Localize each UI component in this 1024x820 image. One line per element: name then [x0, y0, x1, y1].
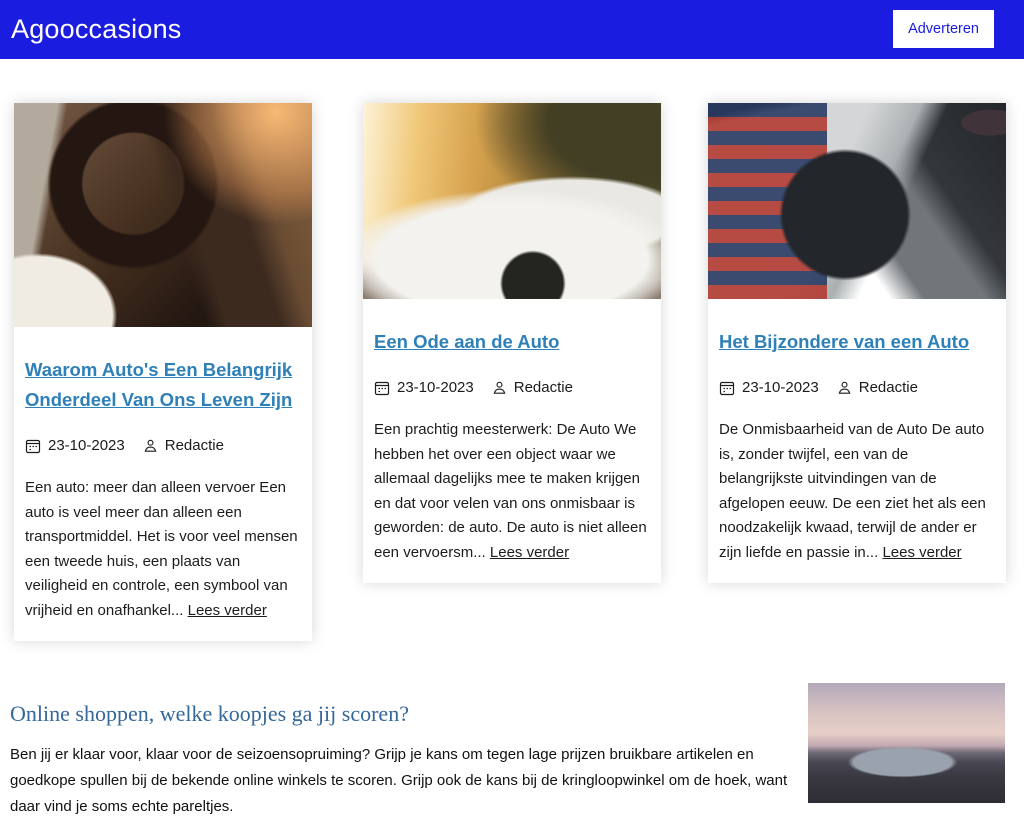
read-more-link[interactable]: Lees verder — [489, 543, 570, 561]
person-icon — [492, 380, 507, 395]
shopping-section-image-muscle-car — [808, 683, 1005, 803]
calendar-icon — [25, 438, 41, 454]
person-icon — [143, 438, 158, 453]
article-title-link[interactable]: Waarom Auto's Een Belangrijk Onderdeel Van Ons Leven Zijn — [25, 359, 293, 410]
excerpt-text: Een auto: meer dan alleen vervoer Een auto is veel meer dan alleen een transportmiddel. Het is voor veel mensen een tweede huis, een plaats van veiligheid en controle, een symbool van vrijheid en onafhankel... — [25, 479, 298, 619]
article-card — [14, 103, 312, 641]
shopping-section-heading: Online shoppen, welke koopjes ga jij scoren? — [10, 701, 409, 726]
article-card — [708, 103, 1006, 583]
shopping-section — [10, 701, 800, 820]
article-card-body — [363, 299, 661, 583]
article-image-white-car[interactable] — [363, 103, 661, 299]
site-logo[interactable]: Agooccasions — [11, 14, 182, 44]
excerpt-text: De Onmisbaarheid van de Auto De auto is, zonder twijfel, een van de belangrijkste uitvindingen van de afgelopen eeuw. De een ziet het als een noodzakelijk kwaad, terwijl de ander er zijn liefde en passie in... — [719, 421, 986, 561]
article-meta — [719, 379, 995, 396]
article-meta — [374, 379, 650, 396]
calendar-icon — [374, 380, 390, 396]
article-image-plaid-driver[interactable] — [708, 103, 1006, 299]
article-title-link[interactable]: Een Ode aan de Auto — [374, 331, 560, 352]
article-date: 23-10-2023 — [48, 437, 125, 454]
article-date: 23-10-2023 — [742, 379, 819, 396]
person-icon — [837, 380, 852, 395]
article-excerpt — [719, 418, 995, 565]
article-author: Redactie — [513, 379, 573, 396]
article-author: Redactie — [858, 379, 918, 396]
article-excerpt — [25, 476, 301, 623]
article-author: Redactie — [164, 437, 224, 454]
header — [0, 0, 1024, 59]
article-meta — [25, 437, 301, 454]
article-title-link[interactable]: Het Bijzondere van een Auto — [719, 331, 970, 352]
shopping-section-paragraph: Ben jij er klaar voor, klaar voor de seizoensopruiming? Grijp je kans om tegen lage prijzen bruikbare artikelen en goedkope spullen bij de bekende online winkels te scoren. Grijp ook de kans bij de kringloopwinkel om de hoek, want daar vind je soms echte pareltjes. — [10, 746, 788, 815]
article-date: 23-10-2023 — [397, 379, 474, 396]
advertise-button[interactable]: Adverteren — [893, 10, 994, 48]
article-card — [363, 103, 661, 583]
calendar-icon — [719, 380, 735, 396]
article-card-body — [708, 299, 1006, 583]
excerpt-text: Een prachtig meesterwerk: De Auto We hebben het over een object waar we allemaal dagelijks mee te maken krijgen en dat voor velen van ons onmisbaar is geworden: de auto. De auto is niet alleen een vervoersm... — [374, 421, 647, 561]
article-excerpt — [374, 418, 650, 565]
read-more-link[interactable]: Lees verder — [882, 543, 962, 561]
article-image-steering-wheel[interactable] — [14, 103, 312, 327]
article-card-body — [14, 327, 312, 641]
read-more-link[interactable]: Lees verder — [187, 601, 267, 619]
